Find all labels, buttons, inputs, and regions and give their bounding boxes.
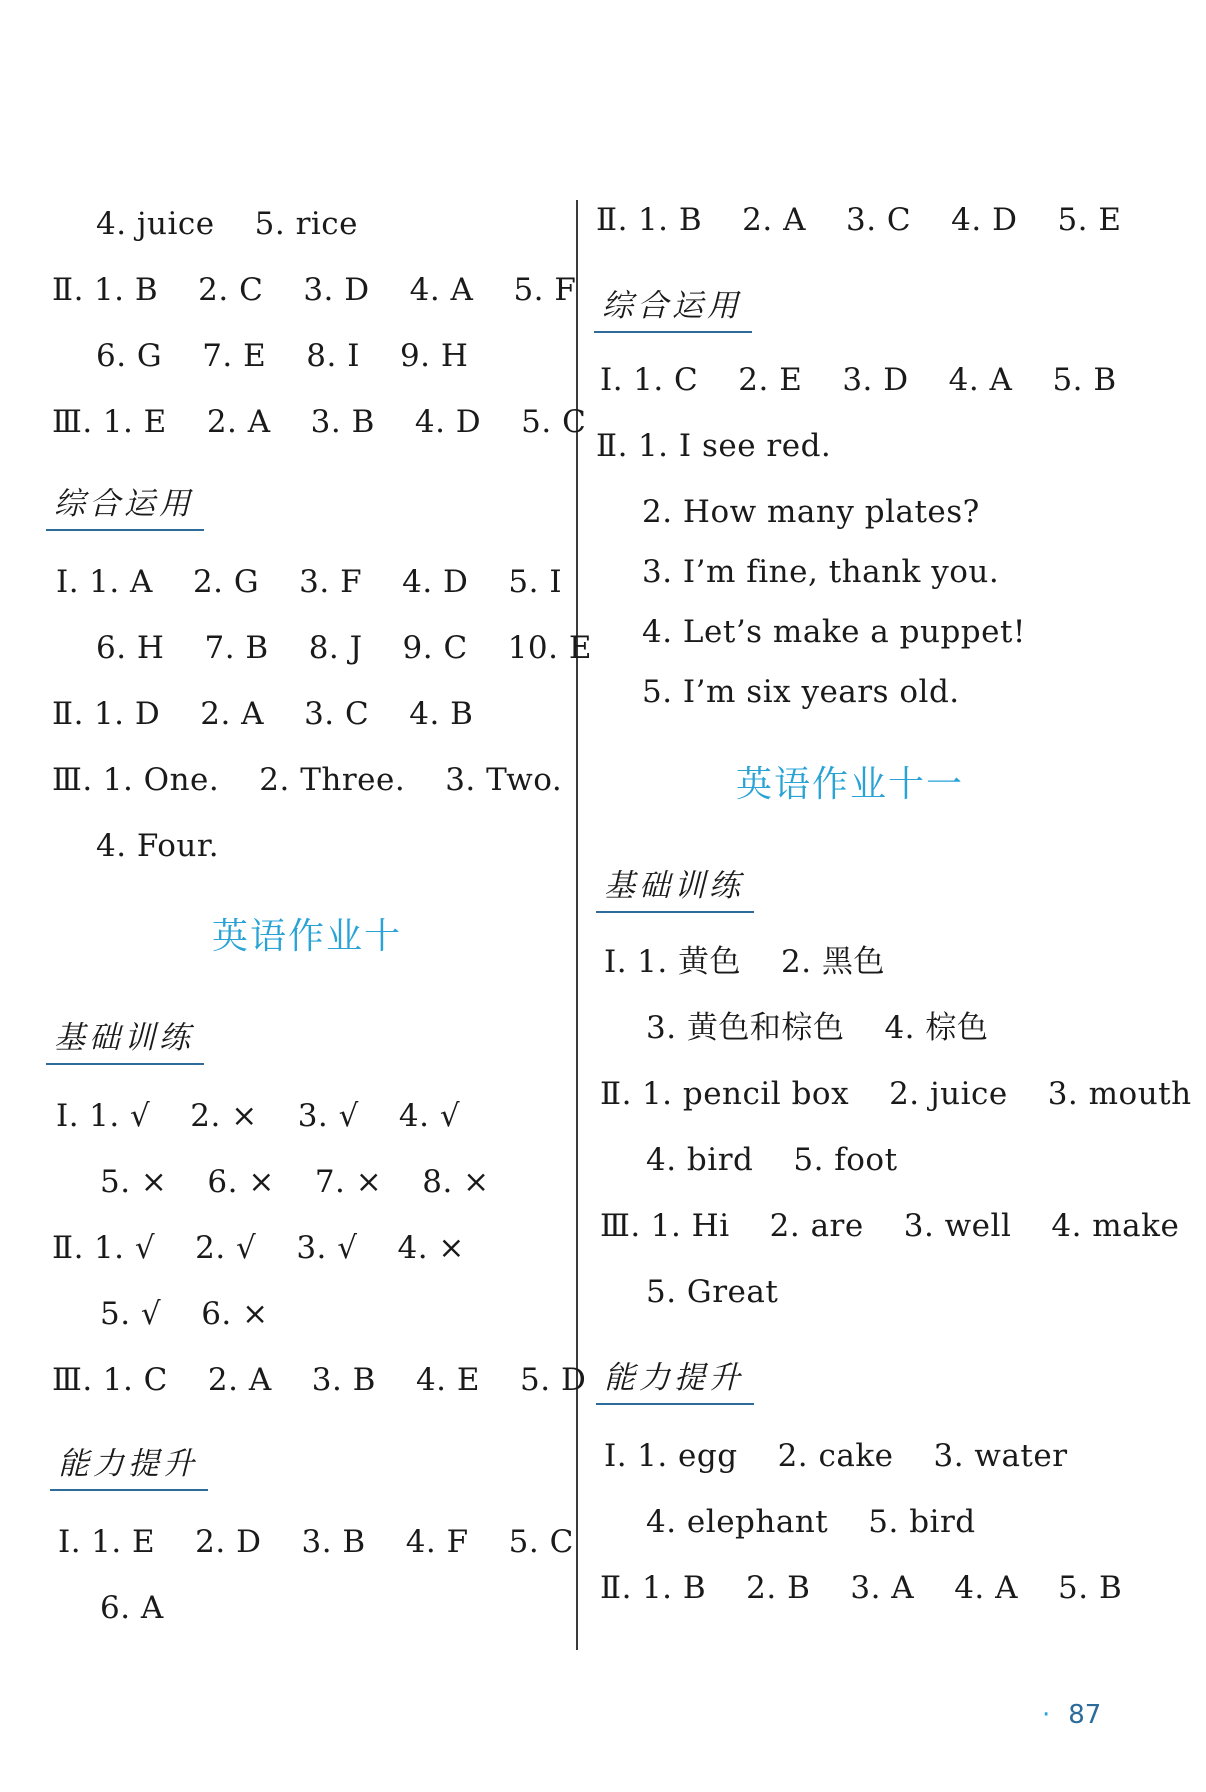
answer-line (52, 402, 586, 442)
answer-item: 2. C (198, 272, 264, 308)
answer-item: 1. B (93, 272, 159, 308)
answer-line (642, 492, 980, 532)
answer-line (96, 628, 592, 668)
answer-item: 6. × (201, 1296, 269, 1332)
answer-item: 3. C (304, 696, 370, 732)
answer-item: 1. egg (637, 1438, 738, 1474)
answer-line (596, 426, 831, 466)
answer-item: 1. One. (102, 762, 220, 798)
answer-item: 2. cake (777, 1438, 894, 1474)
answer-item: 2. A (200, 696, 265, 732)
answer-item: 3. D (842, 362, 909, 398)
answer-item: 8. J (308, 630, 363, 666)
answer-item: 5. foot (793, 1142, 898, 1178)
answer-line (52, 1228, 465, 1268)
roman-numeral-label: Ⅰ. (56, 1098, 80, 1134)
roman-numeral-label: Ⅰ. (604, 944, 628, 980)
section-heading: 能力提升 (596, 1352, 754, 1405)
roman-numeral-label: Ⅰ. (56, 564, 80, 600)
roman-numeral-label: Ⅱ. (52, 272, 84, 308)
answer-item: 1. D (93, 696, 161, 732)
answer-item: 4. B (409, 696, 474, 732)
answer-item: 1. B (641, 1570, 707, 1606)
answer-item: 4. A (954, 1570, 1019, 1606)
answer-item: 3. C (845, 202, 912, 238)
answer-item: 9. C (402, 630, 468, 666)
answer-item: 4. bird (646, 1142, 754, 1178)
answer-item: 4. √ (398, 1098, 461, 1134)
answer-item: 1. B (637, 202, 703, 238)
page-number-text: 87 (1068, 1700, 1102, 1730)
answer-item: 8. × (422, 1164, 490, 1200)
answer-line (646, 1140, 898, 1180)
answer-item: 4. A (948, 362, 1013, 398)
answer-line (52, 760, 562, 800)
chapter-title: 英语作业十一 (736, 764, 965, 805)
answer-line (596, 200, 1122, 240)
answer-item: 4. Four. (96, 828, 220, 864)
answer-line (600, 1074, 1192, 1114)
answer-item: 3. √ (296, 1230, 358, 1266)
page-number: · 87 (1042, 1700, 1102, 1730)
answer-item: 6. × (207, 1164, 275, 1200)
answer-line (100, 1162, 490, 1202)
answer-item: 2. How many plates? (642, 494, 980, 530)
answer-line (642, 552, 999, 592)
answer-item: 3. Two. (445, 762, 563, 798)
answer-item: 4. juice (96, 206, 215, 242)
answer-item: 2. 黑色 (781, 944, 885, 980)
answer-line (96, 826, 219, 866)
roman-numeral-label: Ⅱ. (596, 428, 628, 464)
answer-item: 1. E (102, 404, 167, 440)
answer-item: 2. Three. (259, 762, 406, 798)
answer-item: 3. √ (297, 1098, 359, 1134)
answer-item: 5. C (521, 404, 587, 440)
answer-item: 7. × (314, 1164, 383, 1200)
answer-line (646, 1502, 976, 1542)
answer-item: 2. × (190, 1098, 258, 1134)
answer-item: 2. A (207, 1362, 272, 1398)
answer-item: 3. mouth (1047, 1076, 1192, 1112)
answer-line (52, 1360, 586, 1400)
answer-line (642, 672, 960, 712)
answer-item: 9. H (399, 338, 469, 374)
section-heading: 基础训练 (596, 860, 754, 913)
answer-item: 4. 棕色 (884, 1010, 989, 1046)
section-heading: 综合运用 (46, 478, 204, 531)
answer-item: 4. elephant (646, 1504, 829, 1540)
answer-item: 5. × (100, 1164, 168, 1200)
roman-numeral-label: Ⅰ. (600, 362, 624, 398)
roman-numeral-label: Ⅱ. (596, 202, 628, 238)
answer-item: 10. E (507, 630, 592, 666)
answer-item: 4. F (405, 1524, 469, 1560)
answer-item: 2. G (192, 564, 260, 600)
answer-item: 8. I (306, 338, 360, 374)
roman-numeral-label: Ⅰ. (604, 1438, 628, 1474)
answer-item: 1. I see red. (637, 428, 832, 464)
answer-item: 6. G (96, 338, 163, 374)
answer-item: 4. E (415, 1362, 481, 1398)
answer-item: 1. Hi (650, 1208, 730, 1244)
section-heading: 能力提升 (50, 1438, 208, 1491)
answer-item: 1. A (89, 564, 153, 600)
answer-item: 4. × (397, 1230, 465, 1266)
answer-item: 7. E (202, 338, 267, 374)
answer-item: 3. F (299, 564, 363, 600)
roman-numeral-label: Ⅱ. (600, 1076, 632, 1112)
answer-line (600, 1568, 1122, 1608)
roman-numeral-label: Ⅱ. (600, 1570, 632, 1606)
roman-numeral-label: Ⅲ. (52, 1362, 93, 1398)
answer-item: 2. juice (889, 1076, 1008, 1112)
answer-line (96, 336, 468, 376)
roman-numeral-label: Ⅲ. (600, 1208, 641, 1244)
answer-item: 7. B (204, 630, 269, 666)
answer-item: 1. E (91, 1524, 156, 1560)
answer-item: 5. Great (646, 1274, 779, 1310)
answer-line (52, 694, 473, 734)
answer-item: 6. A (100, 1590, 164, 1626)
answer-item: 3. well (903, 1208, 1012, 1244)
answer-item: 1. C (633, 362, 699, 398)
answer-line (604, 1436, 1068, 1476)
roman-numeral-label: Ⅱ. (52, 696, 84, 732)
answer-line (58, 1522, 574, 1562)
answer-line (100, 1294, 269, 1334)
answer-item: 5. B (1052, 362, 1117, 398)
answer-item: 5. √ (100, 1296, 162, 1332)
answer-item: 5. rice (254, 206, 359, 242)
answer-item: 2. D (195, 1524, 262, 1560)
answer-line (56, 1096, 460, 1136)
answer-item: 4. A (409, 272, 474, 308)
answer-item: 4. make (1051, 1208, 1180, 1244)
answer-item: 5. I’m six years old. (642, 674, 960, 710)
answer-item: 4. Let’s make a puppet! (642, 614, 1026, 650)
chapter-title: 英语作业十 (212, 916, 403, 957)
answer-line (52, 270, 576, 310)
answer-line (642, 612, 1026, 652)
answer-item: 3. 黄色和棕色 (646, 1010, 845, 1046)
answer-item: 3. B (310, 404, 375, 440)
roman-numeral-label: Ⅲ. (52, 404, 93, 440)
answer-line (646, 1008, 988, 1048)
answer-item: 1. √ (89, 1098, 151, 1134)
section-heading: 基础训练 (46, 1012, 204, 1065)
answer-item: 6. H (96, 630, 165, 666)
answer-item: 1. √ (93, 1230, 156, 1266)
answer-item: 5. bird (868, 1504, 976, 1540)
answer-item: 5. I (508, 564, 563, 600)
answer-item: 5. F (513, 272, 577, 308)
answer-item: 1. pencil box (641, 1076, 850, 1112)
answer-line (600, 1206, 1179, 1246)
answer-item: 5. C (508, 1524, 574, 1560)
answer-line (600, 360, 1117, 400)
answer-line (56, 562, 562, 602)
answer-item: 1. 黄色 (637, 944, 742, 980)
answer-line (646, 1272, 778, 1312)
answer-line (604, 942, 885, 982)
answer-item: 2. E (738, 362, 803, 398)
answer-item: 4. D (951, 202, 1018, 238)
answer-item: 3. water (933, 1438, 1068, 1474)
answer-item: 5. E (1057, 202, 1122, 238)
answer-item: 3. I’m fine, thank you. (642, 554, 1000, 590)
roman-numeral-label: Ⅱ. (52, 1230, 84, 1266)
answer-line (96, 204, 358, 244)
answer-item: 4. D (414, 404, 482, 440)
answer-item: 5. D (520, 1362, 587, 1398)
answer-item: 2. A (206, 404, 271, 440)
answer-item: 2. √ (195, 1230, 257, 1266)
answer-item: 3. A (850, 1570, 915, 1606)
answer-item: 3. B (311, 1362, 376, 1398)
answer-line (100, 1588, 164, 1628)
answer-item: 2. B (746, 1570, 811, 1606)
answer-item: 4. D (402, 564, 469, 600)
roman-numeral-label: Ⅲ. (52, 762, 93, 798)
roman-numeral-label: Ⅰ. (58, 1524, 82, 1560)
answer-item: 3. B (301, 1524, 366, 1560)
answer-item: 2. A (742, 202, 806, 238)
section-heading: 综合运用 (594, 280, 752, 333)
answer-item: 1. C (102, 1362, 168, 1398)
answer-item: 5. B (1058, 1570, 1123, 1606)
answer-item: 3. D (303, 272, 370, 308)
answer-item: 2. are (769, 1208, 864, 1244)
